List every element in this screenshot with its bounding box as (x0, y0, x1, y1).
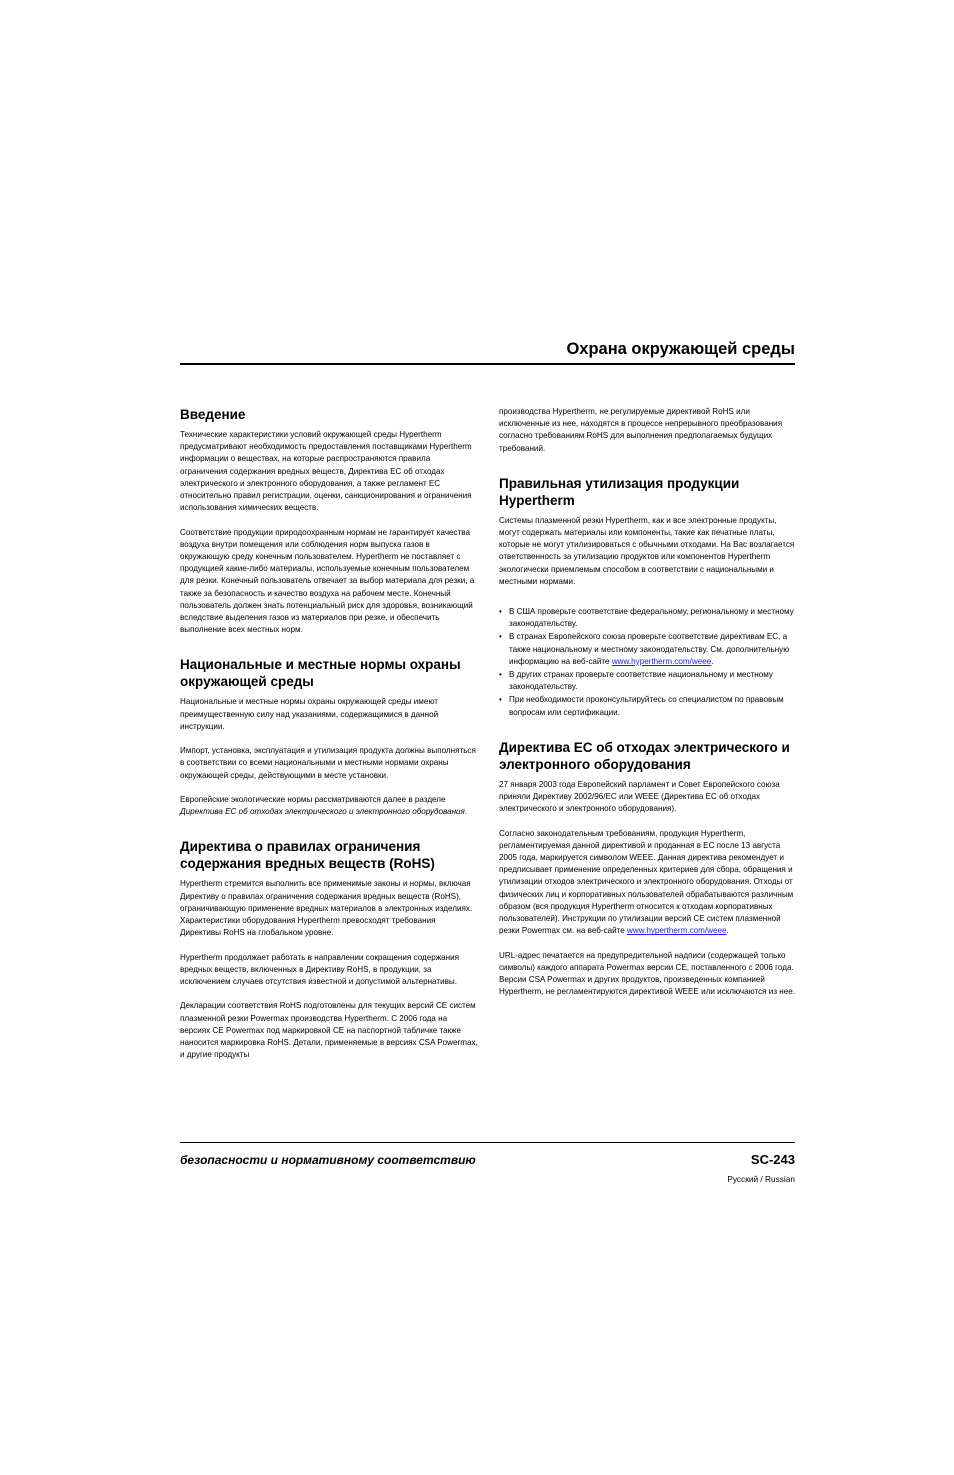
national-p3-prefix: Европейские экологические нормы рассматриваются далее в разделе (180, 795, 446, 805)
intro-paragraph-2: Соответствие продукции природоохранным нормам не гарантирует качества воздуха внутри помещения или соблюдения норм выпуска газов в окружающую среду конечным пользователем. Hypertherm не поставляет с продукцией какие-либо материалы, используемые конечным пользователем для резки. Конечный пользователь отвечает за выбор материала для резки, а также за безопасность и качество воздуха на рабочем месте. Конечный пользователь должен знать потенциальный риск для здоровья, возникающий вследствие выделения газов из материалов при резке, и обеспечить выполнение всех местных норм. (180, 527, 475, 635)
weee-paragraph-2 (499, 828, 797, 938)
weee-p2-text: Согласно законодательным требованиям, продукция Hypertherm, регламентируемая данной директивой и проданная в ЕС после 13 августа 2005 года, маркируется символом WEEE. Данная директива рекомендует и предписывает применение определенных критериев для сбора, обращения и утилизации отходов электрического и электронного оборудования. Отходы от физических лиц и корпоративных пользователей обрабатываются различным образом (вся продукция Hypertherm относится к отходам корпоративных пользователей). Инструкции по утилизации версий CE систем плазменной резки Powermax см. на веб-сайте (499, 828, 794, 936)
footer-section-title: безопасности и нормативному соответствию (180, 1153, 476, 1167)
list-item (499, 694, 797, 718)
intro-paragraph-1: Технические характеристики условий окружающей среды Hypertherm предусматривают необходимость предоставления поставщиками Hypertherm информации о веществах, на которые распространяются правила ограничения содержания вредных веществ, Директива ЕС об отходах электрического и электронного оборудования, а также регламент ЕС относительно правил регистрации, оценки, санкционирования и ограничения использования химических веществ. (180, 430, 472, 513)
bullet-text-prefix: В странах Европейского союза проверьте соответствие директивам ЕС, а также национальному и местному законодательству. См. дополнительную информацию на веб-сайте (509, 632, 790, 666)
weee-heading: Директива ЕС об отходах электрического и электронного оборудования (499, 739, 790, 772)
national-paragraph-1: Национальные и местные нормы охраны окружающей среды имеют преимущественную силу над указаниями, содержащимися в данной инструкции. (180, 697, 439, 731)
right-column (499, 406, 797, 1011)
disposal-paragraph: Системы плазменной резки Hypertherm, как и все электронные продукты, могут содержать материалы или компоненты, такие как печатные платы, которые не могут утилизироваться с обычными отходами. На Вас возлагается ответственность за утилизацию продуктов или компонентов Hypertherm экологически приемлемым способом в соответствии с национальными и местными нормами. (499, 515, 795, 586)
left-column (180, 406, 478, 1074)
list-item (499, 631, 797, 668)
weee-paragraph-3: URL-адрес печатается на предупредительной надписи (содержащей только символы) каждого аппарата Powermax версии CE, поставленного с 2006 года. Версии CSA Powermax и других продуктов, произведенных компанией Hypertherm, не регламентируются директивой WEEE или исключаются из нее. (499, 950, 796, 997)
list-item (499, 669, 797, 693)
national-norms-heading: Национальные и местные нормы охраны окружающей среды (180, 657, 461, 690)
bullet-icon: • (499, 670, 502, 680)
footer-divider (180, 1142, 795, 1143)
bullet-icon: • (499, 632, 502, 642)
bullet-icon: • (499, 607, 502, 617)
list-item (499, 606, 797, 630)
national-p3-suffix: . (464, 807, 468, 817)
weee-paragraph-1: 27 января 2003 года Европейский парламент и Совет Европейского союза приняли Директиву 2002/96/EC или WEEE (Директива ЕС об отходах электрического и электронного оборудования). (499, 779, 780, 814)
disposal-list (499, 606, 797, 719)
rohs-paragraph-3: Декларации соответствия RoHS подготовлены для текущих версий CE систем плазменной резки Powermax производства Hypertherm. С 2006 года на версиях CE Powermax под маркировкой CE на паспортной табличке также наносится маркировка RoHS. Детали, применяемые в версиях CSA Powermax, и другие продукты (180, 1001, 478, 1060)
weee-p2-suffix: . (726, 926, 729, 936)
bullet-text: При необходимости проконсультируйтесь со специалистом по правовым вопросам или сертификации. (509, 695, 784, 717)
rohs-paragraph-2: Hypertherm продолжает работать в направлении сокращения содержания вредных веществ, включенных в Директиву RoHS, в продукции, за исключением случаев отсутствия известной и допустимой альтернативы. (180, 952, 460, 987)
national-paragraph-3 (180, 794, 478, 818)
disposal-heading: Правильная утилизация продукции Hypertherm (499, 475, 740, 508)
intro-heading: Введение (180, 407, 246, 422)
weee-section-reference: Директива ЕС об отходах электрического и электронного оборудования (180, 807, 465, 817)
bullet-text: В других странах проверьте соответствие национальному и местному законодательству. (509, 670, 773, 692)
national-paragraph-2: Импорт, установка, эксплуатация и утилизация продукта должны выполняться в соответствии со всеми национальными и местными нормами охраны окружающей среды, действующими в месте установки. (180, 746, 476, 780)
bullet-icon: • (499, 695, 502, 705)
rohs-heading: Директива о правилах ограничения содержания вредных веществ (RoHS) (180, 839, 435, 872)
bullet-text: В США проверьте соответствие федеральному, региональному и местному законодательству. (509, 607, 794, 629)
title-divider (180, 363, 795, 365)
rohs-paragraph-1: Hypertherm стремится выполнить все применимые законы и нормы, включая Директиву о правилах ограничения содержания вредных веществ (RoHS), ограничивающую применение вредных материалов в электронных изделиях. Характеристики оборудования Hypertherm превосходят требования Директивы RoHS на глобальном уровне. (180, 879, 473, 938)
weee-link[interactable]: www.hypertherm.com/weee (611, 656, 712, 666)
weee-link[interactable]: www.hypertherm.com/weee (627, 926, 727, 936)
page-number: SC-243 (750, 1152, 795, 1167)
rohs-continued-paragraph: производства Hypertherm, не регулируемые директивой RoHS или исключенные из нее, находятся в процессе непрерывного преобразования согласно требованиям RoHS для выполнения предполагаемых будущих требований. (499, 407, 783, 453)
bullet-text-suffix: . (711, 656, 714, 666)
page-title: Охрана окружающей среды (566, 340, 795, 358)
footer-language: Русский / Russian (727, 1174, 795, 1184)
